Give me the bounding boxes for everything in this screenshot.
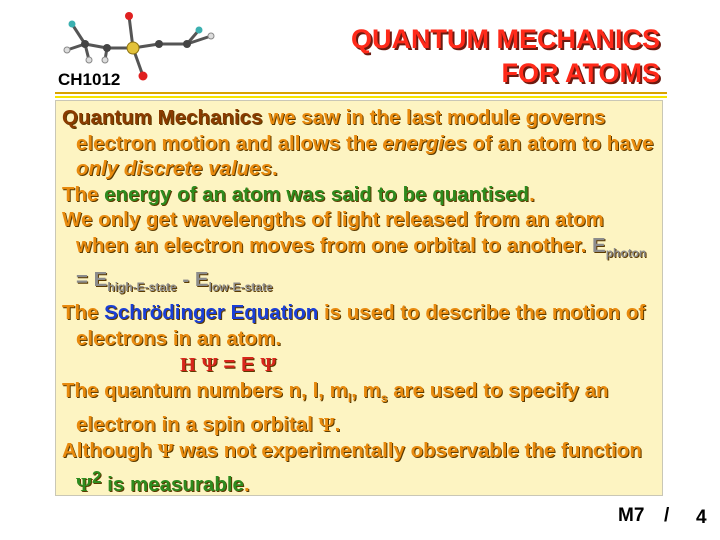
term-quantum-mechanics: Quantum Mechanics [62,106,263,129]
content-box [55,100,663,496]
paragraph-measurable [62,438,656,498]
e-photon [592,233,647,261]
text-span: Although [62,439,158,463]
text-span: The [62,182,105,206]
energy-symbol: E [241,352,255,376]
minus-sign: - [176,267,195,291]
text-span: is used to describe the motion of electrons in an atom. [76,301,646,350]
subscript: photon [605,246,647,261]
text-span: is measurable [101,472,244,496]
title-line-1: QUANTUM MECHANICS [351,24,660,54]
paragraph-quantised [62,182,656,208]
equals-sign: = [217,352,242,376]
slide-title [351,22,660,90]
text-span: The [62,301,105,325]
text-span: , m [351,379,381,403]
superscript: 2 [92,468,102,487]
paragraph-schrodinger [62,300,656,351]
term-schrodinger-equation: Schrödinger Equation [104,301,319,325]
title-line-2: FOR ATOMS [501,58,660,88]
quantum-numbers [288,379,388,406]
text-span: we saw in the last module governs electron motion and allows the [76,106,606,155]
psi-symbol: Ψ [260,353,277,376]
psi-symbol: Ψ [157,440,174,463]
text-span: . [243,472,250,496]
subscript: s [380,391,388,406]
paragraph-quantum-mechanics [62,105,656,182]
term-energy-quantised: energy of an atom was said to be quantised [104,182,530,206]
term-discrete-values: only discrete values [76,157,272,181]
term-psi-squared-measurable [76,468,244,496]
text-span: The quantum numbers [62,379,289,403]
text-span: n, l, m [288,379,348,403]
text-span: . [529,182,535,206]
page-number: 4 [696,507,707,528]
psi-symbol: Ψ [201,353,218,376]
e-low-state [194,267,273,294]
psi-symbol: Ψ [318,413,335,436]
module-label: M7 [618,505,645,526]
text-span: of an atom to have [466,131,654,155]
term-energies: energies [382,131,467,155]
e-symbol: E [93,267,108,291]
title-rule-dark [55,92,667,94]
text-span: We only get wavelengths of light released from an atom when an electron moves from one orbital to another. [62,208,604,257]
paragraph-wavelengths [62,207,656,300]
paragraph-quantum-numbers [62,378,656,438]
schrodinger-equation [62,352,656,379]
text-span: are used to specify an electron in a spin orbital [76,379,609,436]
subscript: low-E-state [208,279,273,294]
subscript: high-E-state [107,279,177,294]
text-span: was not experimentally observable the function [173,439,642,463]
subscript: l [347,391,352,406]
e-symbol: E [194,267,209,291]
course-code: CH1012 [58,70,121,89]
e-symbol: E [592,233,606,257]
text-span: . [334,412,341,436]
e-high-state [93,267,177,294]
footer-separator: / [664,505,670,526]
equals-sign: = [76,267,94,291]
psi-symbol: Ψ [76,473,92,496]
hamiltonian-symbol: H [180,353,196,376]
text-span: . [271,157,278,181]
title-rule-light [55,96,667,98]
